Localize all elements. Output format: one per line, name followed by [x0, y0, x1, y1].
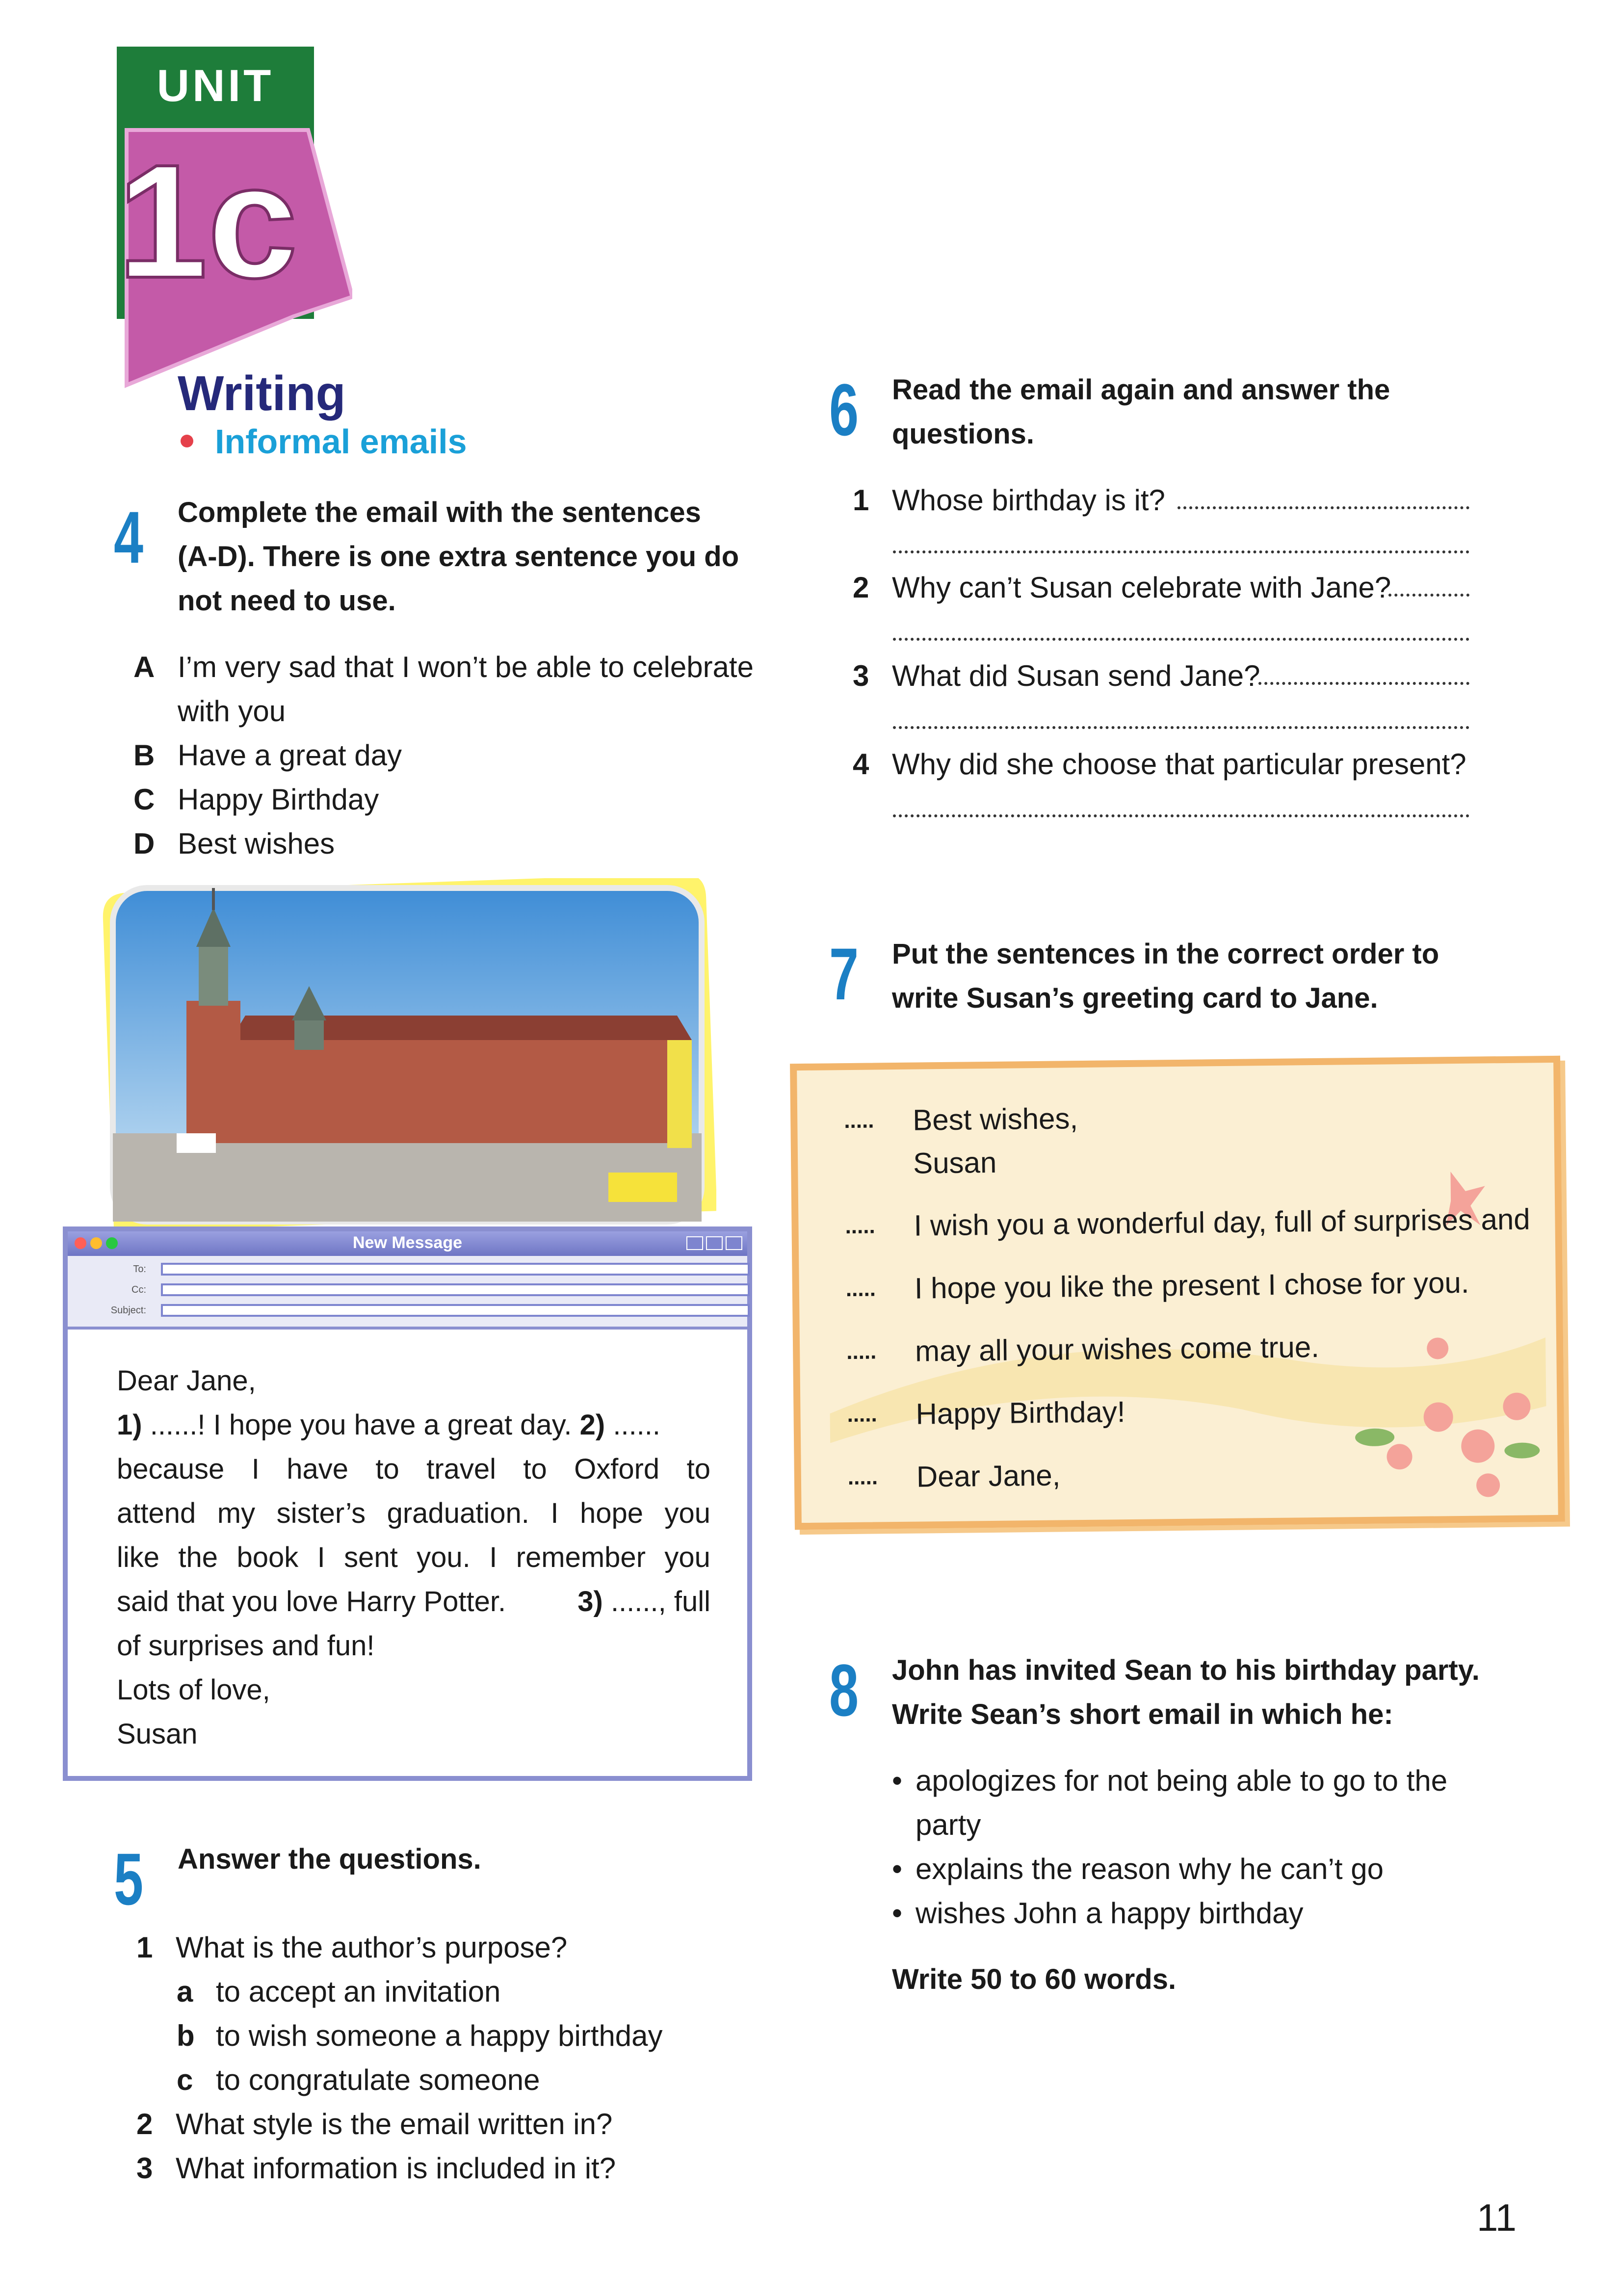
question-text: What is the author’s purpose? [176, 1931, 568, 1964]
unit-badge [117, 47, 314, 319]
email-text: ......! I hope you have a great day. [150, 1409, 572, 1441]
word: like [117, 1541, 160, 1573]
unit-label: UNIT [157, 61, 274, 111]
exercise-5-number: 5 [114, 1838, 144, 1920]
subtitle-bullet [181, 435, 193, 447]
word: my [217, 1497, 256, 1529]
order-blank[interactable]: ..... [845, 1277, 876, 1302]
option-text [178, 645, 791, 733]
choice-key: a [177, 1975, 193, 2008]
email-greeting: Dear Jane, [117, 1365, 256, 1397]
to-label: To: [133, 1264, 146, 1275]
word: you. [417, 1541, 471, 1573]
choice-key: b [177, 2019, 195, 2052]
unit-code-text: 1c [117, 130, 298, 312]
option-key: D [133, 827, 155, 860]
gap-2-label: 2) [579, 1409, 605, 1441]
gap-1-label: 1) [117, 1409, 142, 1441]
email-text: said that you love Harry Potter. [117, 1586, 506, 1618]
question-text: Why did she choose that particular present? [892, 748, 1466, 781]
order-blank[interactable]: ..... [847, 1402, 877, 1427]
bullet-icon: • [892, 1852, 903, 1885]
question-text: What style is the email written in? [176, 2108, 613, 2140]
choice-text: to congratulate someone [216, 2063, 540, 2096]
exercise-8-instruction [892, 1648, 1579, 1737]
instruction-line: Put the sentences in the correct order to [892, 938, 1439, 970]
email-line-2 [117, 1447, 710, 1491]
word: to [375, 1453, 399, 1485]
gap-3-label: 3) [577, 1586, 603, 1618]
email-window [63, 1226, 752, 1781]
bullet-text [916, 1759, 1504, 1847]
email-line-3 [117, 1491, 710, 1536]
word: I [317, 1541, 325, 1573]
email-signature: Susan [117, 1718, 198, 1750]
order-blank[interactable]: ..... [845, 1214, 875, 1239]
option-key: C [133, 783, 155, 816]
bullet-icon: • [892, 1897, 903, 1930]
card-text [913, 1097, 1079, 1185]
card-text-line: Best wishes, [912, 1102, 1078, 1137]
answer-line[interactable] [893, 724, 1469, 729]
email-header-fields [68, 1256, 747, 1330]
email-line-5 [117, 1580, 710, 1624]
question-number: 1 [136, 1931, 153, 1964]
email-closing: Lots of love, [117, 1674, 270, 1706]
exercise-7-instruction [892, 932, 1554, 1020]
instruction-line: Write Sean’s short email in which he: [892, 1698, 1393, 1730]
word: attend [117, 1497, 196, 1529]
card-text: may all your wishes come true. [915, 1330, 1320, 1368]
card-text: I hope you like the present I chose for you. [914, 1266, 1469, 1305]
word: to [686, 1453, 710, 1485]
email-line-4 [117, 1536, 710, 1580]
close-icon[interactable] [726, 1236, 742, 1250]
section-title: Writing [178, 366, 346, 421]
greeting-card [790, 1056, 1565, 1530]
option-key: B [133, 739, 155, 772]
exercise-8-number: 8 [829, 1649, 859, 1731]
answer-line[interactable] [1388, 592, 1469, 597]
option-text: Happy Birthday [178, 783, 379, 816]
bullet-text: wishes John a happy birthday [916, 1897, 1304, 1930]
bullet-text: explains the reason why he can’t go [916, 1852, 1384, 1885]
instruction-line: John has invited Sean to his birthday party. [892, 1654, 1480, 1686]
word: you [664, 1541, 710, 1573]
order-blank[interactable]: ..... [846, 1339, 877, 1364]
email-line-6: of surprises and fun! [117, 1630, 375, 1662]
email-text: ...... [613, 1409, 661, 1441]
unit-number-badge [117, 120, 352, 395]
to-input[interactable] [161, 1263, 750, 1276]
word: you [664, 1497, 710, 1529]
email-window-title: New Message [353, 1233, 462, 1252]
section-subtitle: Informal emails [215, 422, 467, 461]
word: book [236, 1541, 299, 1573]
choice-text: to accept an invitation [216, 1975, 501, 2008]
word: sent [344, 1541, 398, 1573]
instruction-line: write Susan’s greeting card to Jane. [892, 982, 1378, 1014]
instruction-line: not need to use. [178, 585, 396, 617]
option-text: Best wishes [178, 827, 335, 860]
question-number: 2 [853, 571, 869, 604]
maximize-icon[interactable] [706, 1236, 723, 1250]
order-blank[interactable]: ..... [844, 1108, 874, 1133]
instruction-line: Read the email again and answer the [892, 374, 1390, 406]
exercise-6-number: 6 [829, 368, 859, 451]
email-line-1 [117, 1403, 710, 1447]
card-text: Happy Birthday! [916, 1395, 1125, 1431]
option-key: A [133, 651, 155, 683]
question-text: What did Susan send Jane? [892, 659, 1260, 692]
word: because [117, 1453, 225, 1485]
question-text: Whose birthday is it? [892, 484, 1165, 517]
question-number: 3 [853, 659, 869, 692]
answer-line[interactable] [893, 812, 1469, 817]
cc-label: Cc: [131, 1284, 146, 1295]
bullet-text-line: party [916, 1808, 981, 1841]
page-number: 11 [1477, 2196, 1517, 2239]
exercise-4-instruction [178, 491, 815, 623]
word-count-instruction: Write 50 to 60 words. [892, 1963, 1177, 1995]
word: the [178, 1541, 218, 1573]
word: travel [426, 1453, 496, 1485]
word: graduation. [387, 1497, 529, 1529]
question-number: 2 [136, 2108, 153, 2140]
answer-line[interactable] [1258, 680, 1469, 685]
choice-key: c [177, 2063, 193, 2096]
word: remember [516, 1541, 646, 1573]
email-text: ......, full [610, 1586, 710, 1618]
subject-label: Subject: [110, 1305, 146, 1316]
word: I [489, 1541, 497, 1573]
word: to [523, 1453, 547, 1485]
minimize-icon[interactable] [686, 1236, 703, 1250]
email-titlebar [68, 1231, 747, 1256]
question-text: Why can’t Susan celebrate with Jane? [892, 571, 1391, 604]
option-text-line: I’m very sad that I won’t be able to celebrate [178, 651, 754, 683]
choice-text: to wish someone a happy birthday [216, 2019, 663, 2052]
instruction-line: Complete the email with the sentences [178, 496, 701, 528]
word: hope [579, 1497, 643, 1529]
word: I [550, 1497, 559, 1529]
question-number: 4 [853, 748, 869, 781]
option-text: Have a great day [178, 739, 402, 772]
instruction-line: questions. [892, 418, 1035, 450]
subject-input[interactable] [161, 1304, 750, 1317]
bullet-text-line: apologizes for not being able to go to the [916, 1764, 1448, 1797]
answer-line[interactable] [1177, 504, 1469, 509]
castle-photo [98, 878, 716, 1231]
card-text-line: Susan [913, 1146, 997, 1180]
cc-input[interactable] [161, 1283, 750, 1296]
word: have [287, 1453, 348, 1485]
order-blank[interactable]: ..... [847, 1465, 878, 1490]
answer-line[interactable] [893, 636, 1469, 641]
card-text: Dear Jane, [916, 1459, 1061, 1493]
question-number: 1 [853, 484, 869, 517]
exercise-5-instruction: Answer the questions. [178, 1843, 481, 1875]
exercise-4-number: 4 [114, 496, 144, 578]
word: I [251, 1453, 260, 1485]
word: sister’s [276, 1497, 366, 1529]
question-number: 3 [136, 2152, 153, 2185]
bullet-icon: • [892, 1764, 903, 1797]
card-text: I wish you a wonderful day, full of surprises and [914, 1202, 1531, 1242]
email-body [117, 1359, 710, 1756]
word: Oxford [574, 1453, 660, 1485]
option-text-line: with you [178, 695, 286, 728]
exercise-6-instruction [892, 368, 1554, 456]
question-text: What information is included in it? [176, 2152, 616, 2185]
answer-line[interactable] [893, 548, 1469, 553]
exercise-7-number: 7 [829, 933, 859, 1015]
instruction-line: (A-D). There is one extra sentence you do [178, 541, 739, 573]
